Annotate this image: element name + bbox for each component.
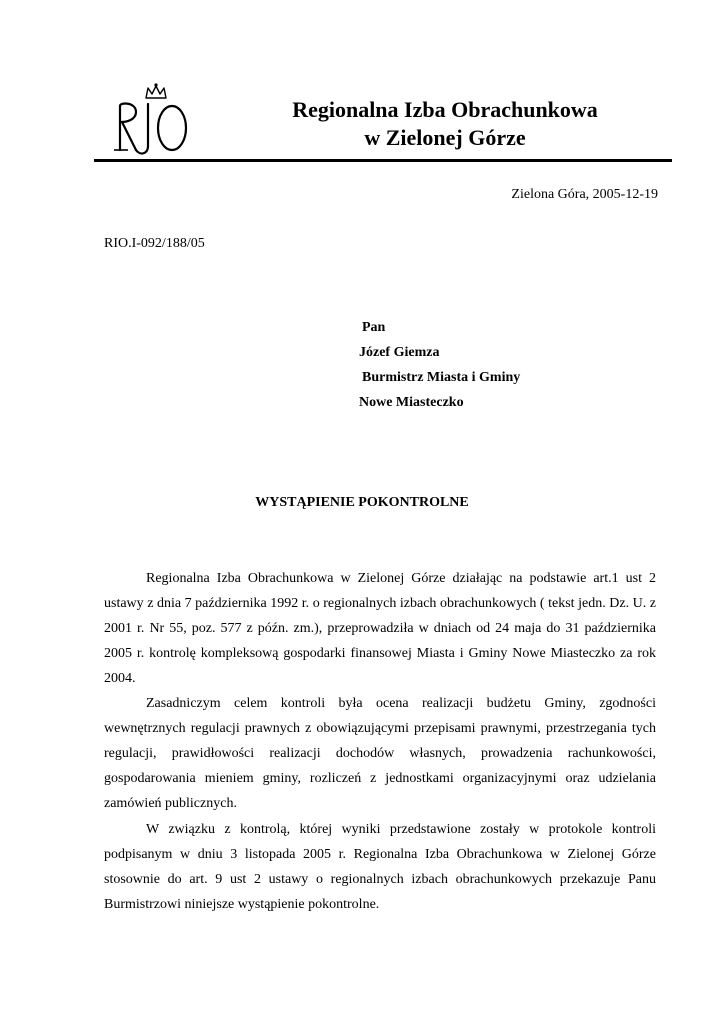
addressee-name: Józef Giemza bbox=[359, 345, 440, 360]
addressee-place: Nowe Miasteczko bbox=[359, 395, 464, 410]
letter-date: Zielona Góra, 2005-12-19 bbox=[511, 187, 658, 202]
org-title-line1: Regionalna Izba Obrachunkowa bbox=[292, 97, 598, 122]
org-title-line2: w Zielonej Górze bbox=[364, 125, 526, 150]
reference-number: RIO.I-092/188/05 bbox=[104, 236, 205, 251]
rio-logo bbox=[106, 80, 198, 160]
body-paragraph-2: Zasadniczym celem kontroli była ocena realizacji budżetu Gminy, zgodności wewnętrznych regulacji prawnych z obowiązującymi przepisami prawnymi, przestrzegania tych regulacji, prawidłowości realizacji dochodów własnych, prowadzenia rachunkowości, gospodarowania mieniem gminy, rozliczeń z jednostkami organizacyjnymi oraz udzielania zamówień publicznych. bbox=[104, 696, 656, 811]
addressee-salutation: Pan bbox=[362, 320, 386, 335]
logo-text: RIO bbox=[106, 80, 108, 81]
header-rule bbox=[94, 159, 672, 162]
body-paragraph-1: Regionalna Izba Obrachunkowa w Zielonej Górze działając na podstawie art.1 ust 2 ustawy z dnia 7 października 1992 r. o regionalnych izbach obrachunkowych ( tekst jedn. Dz. U. z 2001 r. Nr 55, poz. 577 z późn. zm.), przeprowadziła w dniach od 24 maja do 31 października 2005 r. kontrolę kompleksową gospodarki finansowej Miasta i Gminy Nowe Miasteczko za rok 2004. bbox=[104, 571, 656, 686]
addressee-position: Burmistrz Miasta i Gminy bbox=[362, 370, 521, 385]
body-paragraph-3: W związku z kontrolą, której wyniki przedstawione zostały w protokole kontroli podpisanym w dniu 3 listopada 2005 r. Regionalna Izba Obrachunkowa w Zielonej Górze stosownie do art. 9 ust 2 ustawy o regionalnych izbach obrachunkowych przekazuje Panu Burmistrzowi niniejsze wystąpienie pokontrolne. bbox=[104, 822, 656, 912]
document-heading: WYSTĄPIENIE POKONTROLNE bbox=[255, 495, 469, 510]
